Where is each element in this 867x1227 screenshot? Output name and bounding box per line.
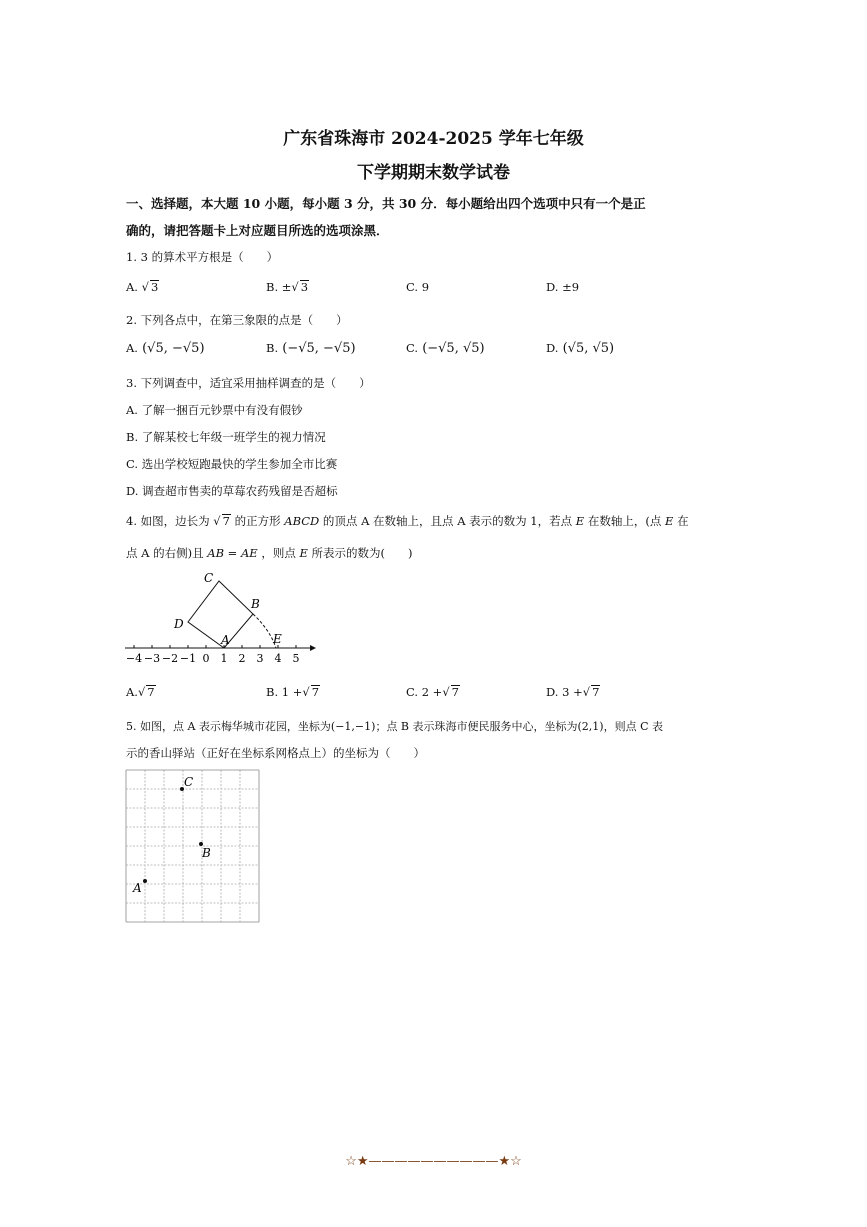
tick-label: −3 [143, 652, 161, 665]
q2-c-label: C. [406, 341, 419, 355]
q4-equation: AB = AE [207, 546, 258, 560]
q5-figure-coordinate-grid [124, 768, 264, 923]
q3-option-b: B. 了解某校七年级一班学生的视力情况 [126, 430, 326, 444]
point-a [143, 879, 147, 883]
q1-b-radicand: 3 [300, 280, 309, 294]
q2-c-value: (−√5, √5) [422, 341, 485, 356]
q4-stem-part: 的顶点 A 在数轴上，且点 A 表示的数为 1，若点 [322, 514, 573, 528]
tick-label: −2 [161, 652, 179, 665]
sqrt-symbol: √ [141, 280, 149, 294]
tick-label: 1 [220, 652, 228, 665]
q1-option-d: D. ±9 [546, 280, 580, 294]
q4-option-a [126, 685, 156, 699]
q4-figure-number-line-square [120, 568, 320, 668]
label-a: A [221, 633, 230, 647]
footer-stars-line: ☆★——————————★☆ [345, 1154, 522, 1169]
q4-option-c [406, 685, 460, 699]
q2-b-label: B. [266, 341, 279, 355]
q4-stem-line1 [126, 513, 736, 529]
q3-stem: 3. 下列调查中，适宜采用抽样调查的是（ ） [126, 376, 371, 390]
q4-stem-part: 在数轴上，(点 [587, 514, 662, 528]
q1-a-radicand: 3 [150, 280, 159, 294]
q4-option-d [546, 685, 600, 699]
label-d: D [174, 617, 184, 631]
tick-label: 5 [292, 652, 300, 665]
q1-b-prefix: ± [281, 280, 292, 294]
tick-label: 4 [274, 652, 282, 665]
q2-stem: 2. 下列各点中，在第三象限的点是（ ） [126, 313, 348, 327]
q1-option-a [126, 280, 159, 294]
q3-option-c: C. 选出学校短跑最快的学生参加全市比赛 [126, 457, 338, 471]
q4-b-label: B. [266, 685, 279, 699]
q4-a-radicand: 7 [147, 685, 155, 699]
label-e: E [273, 632, 282, 646]
q2-d-label: D. [546, 341, 559, 355]
q1-stem: 1. 3 的算术平方根是（ ） [126, 250, 279, 264]
label-c: C [184, 775, 194, 789]
q4-b-prefix: 1 + [281, 685, 303, 699]
q4-option-b [266, 685, 320, 699]
sqrt-symbol: √ [582, 685, 591, 699]
q4-d-radicand: 7 [592, 685, 600, 699]
grid-lines [126, 770, 259, 922]
q4-d-label: D. [546, 685, 559, 699]
sqrt-symbol: √ [213, 514, 221, 528]
q4-stem-radicand: 7 [222, 514, 230, 528]
q2-b-value: (−√5, −√5) [282, 341, 356, 356]
tick-label: −1 [179, 652, 197, 665]
sqrt-symbol: √ [291, 280, 299, 294]
sqrt-symbol: √ [302, 685, 310, 699]
tick-label: −4 [125, 652, 143, 665]
sqrt-symbol: √ [137, 685, 146, 699]
q4-stem-part: 所表示的数为( ) [311, 546, 413, 560]
q4-d-prefix: 3 + [562, 685, 583, 699]
q2-a-value: (√5, −√5) [142, 341, 205, 356]
exam-subtitle: 下学期期末数学试卷 [357, 163, 510, 183]
tick-label: 2 [238, 652, 246, 665]
q2-a-label: A. [126, 341, 138, 355]
q4-stem-line2 [126, 545, 736, 561]
sqrt-symbol: √ [442, 685, 450, 699]
label-c: C [204, 571, 214, 585]
q1-option-c: C. 9 [406, 280, 430, 294]
q5-stem-line1: 5. 如图，点 A 表示梅华城市花园，坐标为(−1,−1)；点 B 表示珠海市便民服务中心，坐标为(2,1)，则点 C 表 [126, 720, 663, 733]
section1-instructions-line1: 一、选择题，本大题 10 小题，每小题 3 分，共 30 分．每小题给出四个选项中只有一个是正 [126, 196, 646, 211]
label-b: B [202, 846, 211, 860]
q1-option-b [266, 280, 309, 294]
q2-option-a [126, 341, 205, 356]
q4-b-radicand: 7 [311, 685, 320, 699]
label-a: A [133, 881, 142, 895]
q4-c-prefix: 2 + [421, 685, 443, 699]
q4-c-radicand: 7 [451, 685, 459, 699]
tick-label: 3 [256, 652, 264, 665]
q1-b-label: B. [266, 280, 279, 294]
arrow-head [310, 645, 316, 651]
q4-stem-part: 的正方形 [234, 514, 281, 528]
q4-stem-part: ，则点 [261, 546, 296, 560]
q4-point-e: E [299, 546, 308, 560]
q5-stem-line2: 示的香山驿站（正好在坐标系网格点上）的坐标为（ ） [126, 746, 425, 760]
exam-title: 广东省珠海市 2024-2025 学年七年级 [283, 129, 584, 149]
section1-instructions-line2: 确的，请把答题卡上对应题目所选的选项涂黑． [126, 223, 389, 238]
q4-point-e: E [575, 514, 585, 528]
q2-d-value: (√5, √5) [562, 341, 615, 356]
label-b: B [251, 597, 260, 611]
q1-a-label: A. [126, 280, 138, 294]
q3-option-a: A. 了解一捆百元钞票中有没有假钞 [126, 403, 303, 417]
q4-stem-part: 点 A 的右侧)且 [126, 546, 204, 560]
q4-square-name: ABCD [284, 514, 320, 528]
footer-decoration [0, 1150, 867, 1169]
q4-stem-part: 4. 如图，边长为 [126, 514, 210, 528]
q4-point-e: E [665, 514, 674, 528]
q3-option-d: D. 调查超市售卖的草莓农药残留是否超标 [126, 484, 338, 498]
q2-option-d [546, 341, 614, 356]
q2-option-c [406, 341, 485, 356]
q4-a-label: A. [126, 685, 138, 699]
q4-c-label: C. [406, 685, 419, 699]
q4-stem-part: 在 [677, 514, 689, 528]
q2-option-b [266, 341, 356, 356]
number-line-tick-labels [126, 652, 300, 665]
tick-label: 0 [202, 652, 210, 665]
